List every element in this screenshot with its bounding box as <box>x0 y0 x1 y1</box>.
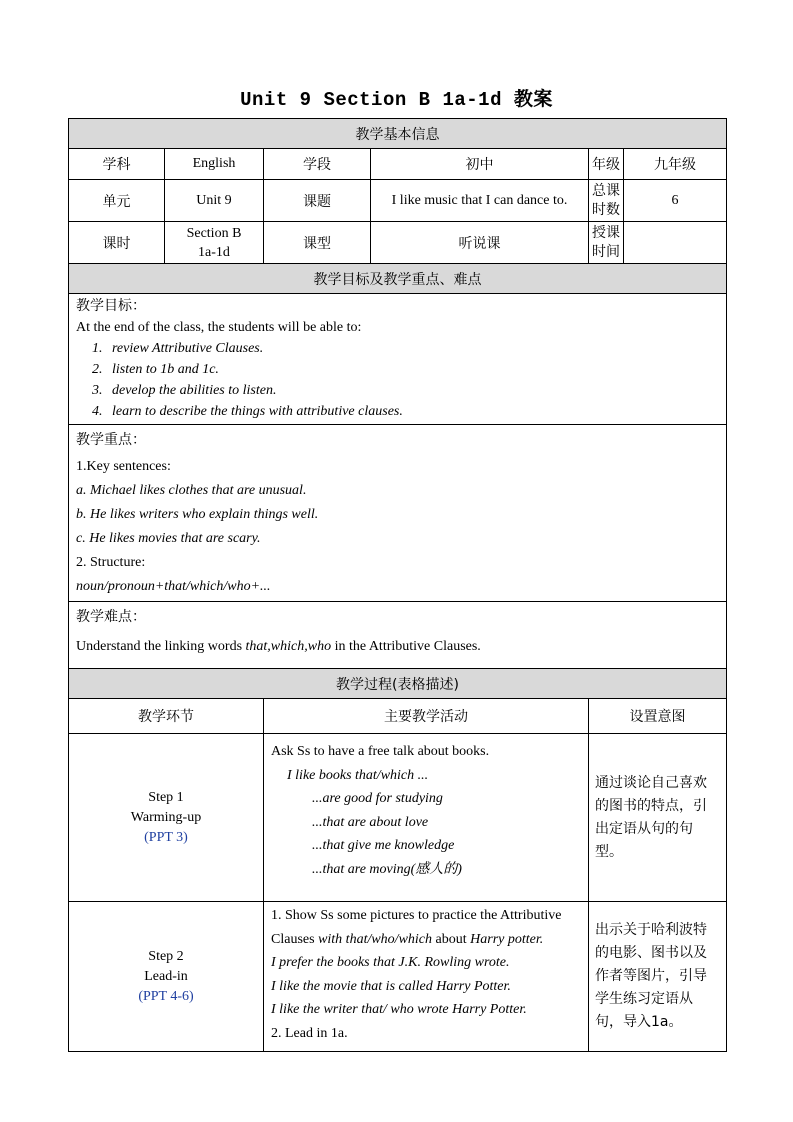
key-points-cell <box>69 425 727 602</box>
value-unit: Unit 9 <box>165 180 264 222</box>
value-teach-time <box>624 222 727 264</box>
table-row <box>69 734 727 902</box>
activity-line: I like the writer that/ who wrote Harry Potter. <box>271 1002 527 1017</box>
activity-line: ...that are about love <box>312 814 429 830</box>
label-stage: 学段 <box>264 149 371 180</box>
activity-line: 2. Lead in 1a. <box>271 1025 348 1041</box>
activity-cell <box>264 902 589 1052</box>
difficult-points-text: Understand the linking words that,which,who in the Attributive Clauses. <box>76 639 481 654</box>
step-cell <box>69 734 264 902</box>
activity-cell <box>264 734 589 902</box>
value-topic: I like music that I can dance to. <box>371 180 589 222</box>
key-sentences-label: 1.Key sentences: <box>76 459 171 474</box>
structure-pattern: noun/pronoun+that/which/who+... <box>76 579 271 594</box>
objectives-cell <box>69 294 727 425</box>
structure-label: 2. Structure: <box>76 555 146 570</box>
table-row <box>69 902 727 1052</box>
label-grade: 年级 <box>589 149 624 180</box>
intent-cell: 通过谈论自己喜欢的图书的特点，引出定语从句的句型。 <box>589 734 727 902</box>
step-phase: Lead-in <box>144 968 188 984</box>
objectives-list <box>76 338 719 422</box>
intent-cell: 出示关于哈利波特的电影、图书以及作者等图片，引导学生练习定语从句，导入1a。 <box>589 902 727 1052</box>
list-item: 3. develop the abilities to listen. <box>92 383 277 398</box>
value-period: Section B 1a-1d <box>165 222 264 264</box>
key-sentence: c. He likes movies that are scary. <box>76 531 261 546</box>
difficult-points-label: 教学难点： <box>76 609 146 625</box>
activity-line: I like books that/which ... <box>287 767 429 783</box>
key-points-label: 教学重点： <box>76 432 146 448</box>
label-type: 课型 <box>264 222 371 264</box>
step-name: Step 2 <box>148 948 184 964</box>
key-sentence: b. He likes writers who explain things well. <box>76 507 319 522</box>
activity-line: I like the movie that is called Harry Potter. <box>271 978 511 994</box>
value-subject: English <box>165 149 264 180</box>
label-teach-time: 授课时间 <box>589 222 624 264</box>
list-item: 4. learn to describe the things with attributive clauses. <box>92 404 403 419</box>
activity-line: Ask Ss to have a free talk about books. <box>271 744 490 759</box>
list-item: 1. review Attributive Clauses. <box>92 341 264 356</box>
lesson-plan-table <box>68 118 727 1052</box>
step-ppt: (PPT 3) <box>144 829 188 845</box>
label-unit: 单元 <box>69 180 165 222</box>
value-stage: 初中 <box>371 149 589 180</box>
label-topic: 课题 <box>264 180 371 222</box>
activity-line: 1. Show Ss some pictures to practice the Attributive <box>271 908 562 923</box>
activity-line: ...that give me knowledge <box>312 838 455 853</box>
activity-line: I prefer the books that J.K. Rowling wrote. <box>271 955 510 970</box>
activity-line: Clauses with that/who/which about Harry potter. <box>271 931 544 947</box>
label-period: 课时 <box>69 222 165 264</box>
col-activity-header: 主要教学活动 <box>264 699 589 734</box>
basic-info-header: 教学基本信息 <box>69 119 727 149</box>
difficult-points-cell <box>69 602 727 669</box>
activity-line: ...are good for studying <box>312 791 443 806</box>
step-ppt: (PPT 4-6) <box>138 988 194 1004</box>
col-step-header: 教学环节 <box>69 699 264 734</box>
objectives-intro: At the end of the class, the students will be able to: <box>76 320 362 335</box>
process-header: 教学过程(表格描述) <box>69 669 727 699</box>
label-subject: 学科 <box>69 149 165 180</box>
col-intent-header: 设置意图 <box>589 699 727 734</box>
activity-line: ...that are moving(感人的) <box>312 861 462 877</box>
key-sentence: a. Michael likes clothes that are unusual. <box>76 483 307 498</box>
step-phase: Warming-up <box>130 809 202 825</box>
step-name: Step 1 <box>148 789 184 805</box>
page-title: Unit 9 Section B 1a-1d 教案 <box>240 89 553 111</box>
step-cell <box>69 902 264 1052</box>
label-total-periods: 总课时数 <box>589 180 624 222</box>
goals-header: 教学目标及教学重点、难点 <box>69 264 727 294</box>
value-type: 听说课 <box>371 222 589 264</box>
list-item: 2. listen to 1b and 1c. <box>92 362 219 377</box>
value-total-periods: 6 <box>624 180 727 222</box>
objectives-label: 教学目标： <box>76 298 146 314</box>
value-grade: 九年级 <box>624 149 727 180</box>
